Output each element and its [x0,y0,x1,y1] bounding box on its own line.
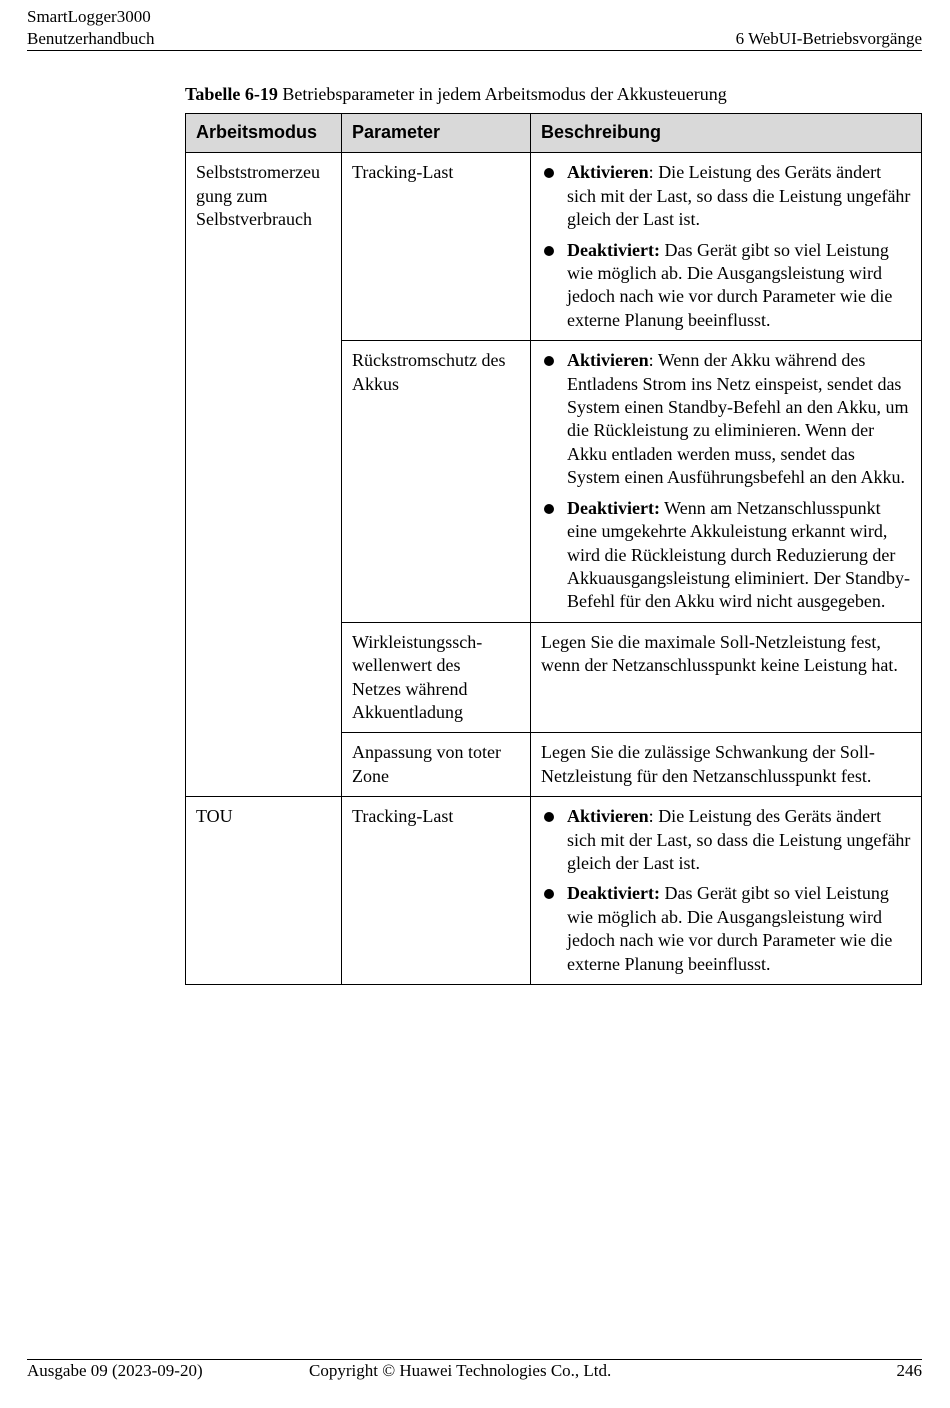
bullet-term: Aktivieren [567,806,649,827]
parameter-cell: Rückstromschutz des Akkus [342,341,531,622]
table-caption-text: Betriebsparameter in jedem Arbeitsmodus der Akkusteuerung [277,84,727,104]
parameter-line: Wirkleistungssch- [352,631,483,652]
table-row [186,797,922,985]
mode-cell [186,153,342,797]
bullet-separator: : [648,806,659,827]
bullet-list [541,805,912,976]
copyright-notice: Copyright © Huawei Technologies Co., Ltd. [309,1361,612,1380]
description-cell: Legen Sie die maximale Soll-Netzleistung fest, wenn der Netzanschlusspunkt keine Leistung hat. [531,622,922,733]
battery-parameters-table [185,113,922,985]
bullet-term: Aktivieren [567,350,649,371]
manual-title: Benutzerhandbuch [27,29,155,48]
list-item [541,161,912,231]
mode-name-line: Selbststromerzeu [196,162,320,183]
bullet-text: Das Gerät gibt so viel Leistung wie möglich ab. Die Ausgangsleistung wird jedoch nach wie vor durch Parameter wie die externe Planung beeinflusst. [567,883,893,974]
mode-cell: TOU [186,797,342,985]
product-name: SmartLogger3000 [27,7,151,26]
description-cell [531,797,922,985]
bullet-text: Wenn am Netzanschlusspunkt eine umgekehrte Akkuleistung erkannt wird, wird die Rückleistung durch Reduzierung der Akkuausgangsleistung eliminiert. Der Standby-Befehl für den Akku wird nicht ausgegeben. [567,497,910,612]
table-caption [185,82,727,106]
running-header-left [27,6,154,50]
list-item [541,239,912,333]
chapter-title: 6 WebUI-Betriebsvorgänge [735,29,922,48]
list-item [541,349,912,489]
mode-name-line: Selbstverbrauch [196,209,312,230]
bullet-separator: : [648,350,658,371]
header-rule [27,50,922,51]
issue-date: Ausgabe 09 (2023-09-20) [27,1361,203,1380]
bullet-text: Wenn der Akku während des Entladens Strom ins Netz einspeist, sendet das System einen Standby-Befehl an den Akku, um die Rückleistung zu eliminieren. Wenn der Akku entladen werden muss, sendet das System einen Ausführungsbefehl an den Akku. [567,350,909,488]
bullet-term: Deaktiviert: [567,239,660,260]
parameter-line: wellenwert des [352,655,461,676]
list-item [541,882,912,976]
bullet-icon [544,812,554,822]
table-number: Tabelle 6-19 [185,84,278,104]
description-cell [531,153,922,341]
description-cell [531,341,922,622]
parameter-cell: Anpassung von toter Zone [342,733,531,797]
bullet-text: Die Leistung des Geräts ändert sich mit der Last, so dass die Leistung ungefähr gleich der Last ist. [567,162,911,230]
parameter-line: Netzes während [352,678,468,699]
column-header: Parameter [342,114,531,153]
description-cell: Legen Sie die zulässige Schwankung der Soll-Netzleistung für den Netzanschlusspunkt fest. [531,733,922,797]
list-item [541,497,912,614]
parameter-cell: Tracking-Last [342,797,531,985]
table-row [186,153,922,341]
bullet-text: Das Gerät gibt so viel Leistung wie möglich ab. Die Ausgangsleistung wird jedoch nach wie vor durch Parameter wie die externe Planung beeinflusst. [567,239,893,330]
column-header: Beschreibung [531,114,922,153]
bullet-list [541,161,912,332]
parameter-line: Akkuentladung [352,701,463,722]
parameter-cell: Tracking-Last [342,153,531,341]
bullet-icon [544,168,554,178]
page-number: 246 [896,1361,922,1380]
bullet-text: Die Leistung des Geräts ändert sich mit der Last, so dass die Leistung ungefähr gleich der Last ist. [567,806,911,873]
bullet-icon [544,889,554,899]
column-header: Arbeitsmodus [186,114,342,153]
bullet-icon [544,246,554,256]
parameter-cell [342,622,531,733]
bullet-term: Deaktiviert: [567,883,660,904]
list-item [541,805,912,875]
bullet-term: Deaktiviert: [567,497,660,518]
bullet-term: Aktivieren [567,162,649,183]
table-header-row [186,114,922,153]
bullet-separator: : [648,162,659,183]
bullet-list [541,349,912,613]
mode-name-line: gung zum [196,185,268,206]
bullet-icon [544,356,554,366]
bullet-icon [544,504,554,514]
